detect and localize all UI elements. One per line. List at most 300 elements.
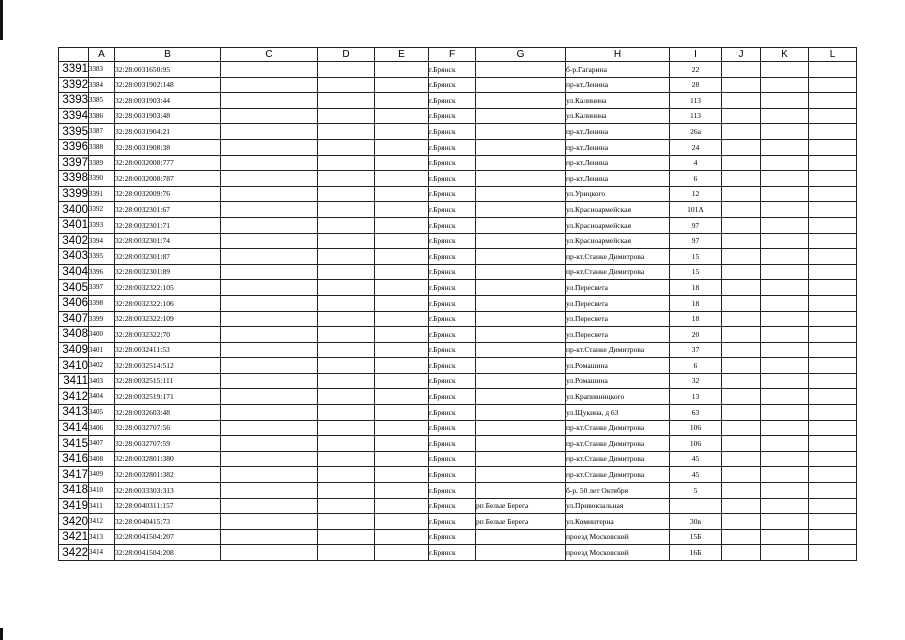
cell-h[interactable]: ул.Пересвета [566, 280, 670, 296]
cell-b[interactable]: 32:28:0032008:787 [115, 171, 221, 187]
cell-j[interactable] [722, 436, 761, 452]
cell-l[interactable] [809, 467, 857, 483]
corner-cell[interactable] [59, 48, 89, 62]
cell-l[interactable] [809, 249, 857, 265]
cell-k[interactable] [761, 389, 809, 405]
cell-g[interactable]: рп Белые Берега [476, 514, 566, 530]
cell-c[interactable] [221, 124, 318, 140]
cell-l[interactable] [809, 77, 857, 93]
cell-j[interactable] [722, 264, 761, 280]
cell-j[interactable] [722, 389, 761, 405]
row-number[interactable]: 3413 [59, 405, 89, 421]
cell-l[interactable] [809, 358, 857, 374]
cell-h[interactable]: ул.Привокзальная [566, 498, 670, 514]
cell-h[interactable]: пр-кт.Станке Димитрова [566, 451, 670, 467]
cell-l[interactable] [809, 139, 857, 155]
cell-h[interactable]: пр-кт.Станке Димитрова [566, 467, 670, 483]
cell-k[interactable] [761, 264, 809, 280]
cell-g[interactable] [476, 108, 566, 124]
cell-l[interactable] [809, 264, 857, 280]
cell-l[interactable] [809, 171, 857, 187]
row-number[interactable]: 3409 [59, 342, 89, 358]
cell-l[interactable] [809, 93, 857, 109]
cell-f[interactable]: г.Брянск [429, 280, 476, 296]
cell-j[interactable] [722, 139, 761, 155]
cell-i[interactable]: 22 [670, 62, 722, 78]
cell-d[interactable] [318, 405, 375, 421]
cell-c[interactable] [221, 498, 318, 514]
cell-d[interactable] [318, 93, 375, 109]
cell-h[interactable]: ул.Пересвета [566, 327, 670, 343]
cell-k[interactable] [761, 77, 809, 93]
cell-h[interactable]: ул.Калинина [566, 108, 670, 124]
cell-j[interactable] [722, 108, 761, 124]
cell-l[interactable] [809, 498, 857, 514]
cell-g[interactable] [476, 295, 566, 311]
cell-k[interactable] [761, 202, 809, 218]
cell-h[interactable]: пр-кт.Ленина [566, 171, 670, 187]
cell-b[interactable]: 32:28:0040311:157 [115, 498, 221, 514]
cell-g[interactable] [476, 358, 566, 374]
row-number[interactable]: 3416 [59, 451, 89, 467]
cell-g[interactable] [476, 233, 566, 249]
cell-e[interactable] [375, 124, 429, 140]
row-number[interactable]: 3418 [59, 483, 89, 499]
cell-k[interactable] [761, 62, 809, 78]
cell-b[interactable]: 32:28:0032801:380 [115, 451, 221, 467]
cell-i[interactable]: 18 [670, 280, 722, 296]
cell-j[interactable] [722, 186, 761, 202]
cell-i[interactable]: 113 [670, 93, 722, 109]
cell-g[interactable]: рп Белые Берега [476, 498, 566, 514]
cell-i[interactable]: 37 [670, 342, 722, 358]
row-number[interactable]: 3400 [59, 202, 89, 218]
cell-c[interactable] [221, 264, 318, 280]
row-number[interactable]: 3392 [59, 77, 89, 93]
cell-b[interactable]: 32:28:0041504:208 [115, 545, 221, 561]
cell-d[interactable] [318, 436, 375, 452]
cell-e[interactable] [375, 171, 429, 187]
cell-d[interactable] [318, 451, 375, 467]
cell-d[interactable] [318, 108, 375, 124]
cell-j[interactable] [722, 342, 761, 358]
cell-e[interactable] [375, 108, 429, 124]
cell-k[interactable] [761, 405, 809, 421]
cell-a[interactable]: 3385 [89, 93, 115, 109]
cell-g[interactable] [476, 249, 566, 265]
cell-d[interactable] [318, 529, 375, 545]
cell-e[interactable] [375, 77, 429, 93]
cell-a[interactable]: 3404 [89, 389, 115, 405]
cell-j[interactable] [722, 311, 761, 327]
cell-d[interactable] [318, 373, 375, 389]
cell-c[interactable] [221, 217, 318, 233]
row-number[interactable]: 3405 [59, 280, 89, 296]
cell-b[interactable]: 32:28:0032801:382 [115, 467, 221, 483]
cell-j[interactable] [722, 451, 761, 467]
cell-d[interactable] [318, 483, 375, 499]
cell-l[interactable] [809, 155, 857, 171]
cell-d[interactable] [318, 249, 375, 265]
cell-d[interactable] [318, 327, 375, 343]
cell-c[interactable] [221, 62, 318, 78]
cell-i[interactable]: 113 [670, 108, 722, 124]
cell-c[interactable] [221, 467, 318, 483]
cell-i[interactable]: 28 [670, 77, 722, 93]
cell-l[interactable] [809, 436, 857, 452]
cell-b[interactable]: 32:28:0032322:106 [115, 295, 221, 311]
cell-e[interactable] [375, 264, 429, 280]
cell-e[interactable] [375, 498, 429, 514]
cell-a[interactable]: 3397 [89, 280, 115, 296]
row-number[interactable]: 3395 [59, 124, 89, 140]
row-number[interactable]: 3407 [59, 311, 89, 327]
cell-f[interactable]: г.Брянск [429, 233, 476, 249]
cell-a[interactable]: 3408 [89, 451, 115, 467]
row-number[interactable]: 3398 [59, 171, 89, 187]
row-number[interactable]: 3397 [59, 155, 89, 171]
cell-h[interactable]: пр-кт.Ленина [566, 139, 670, 155]
cell-b[interactable]: 32:28:0031902:148 [115, 77, 221, 93]
cell-g[interactable] [476, 373, 566, 389]
cell-g[interactable] [476, 311, 566, 327]
cell-i[interactable]: 32 [670, 373, 722, 389]
cell-j[interactable] [722, 467, 761, 483]
cell-k[interactable] [761, 373, 809, 389]
cell-f[interactable]: г.Брянск [429, 124, 476, 140]
cell-j[interactable] [722, 295, 761, 311]
cell-a[interactable]: 3410 [89, 483, 115, 499]
cell-f[interactable]: г.Брянск [429, 171, 476, 187]
cell-b[interactable]: 32:28:0032519:171 [115, 389, 221, 405]
cell-c[interactable] [221, 155, 318, 171]
cell-d[interactable] [318, 62, 375, 78]
cell-a[interactable]: 3406 [89, 420, 115, 436]
cell-e[interactable] [375, 311, 429, 327]
row-number[interactable]: 3420 [59, 514, 89, 530]
cell-a[interactable]: 3392 [89, 202, 115, 218]
cell-f[interactable]: г.Брянск [429, 93, 476, 109]
cell-c[interactable] [221, 483, 318, 499]
cell-g[interactable] [476, 171, 566, 187]
cell-b[interactable]: 32:28:0031903:48 [115, 108, 221, 124]
cell-f[interactable]: г.Брянск [429, 139, 476, 155]
cell-e[interactable] [375, 529, 429, 545]
cell-j[interactable] [722, 124, 761, 140]
row-number[interactable]: 3401 [59, 217, 89, 233]
cell-h[interactable]: ул.Калинина [566, 93, 670, 109]
cell-e[interactable] [375, 483, 429, 499]
row-number[interactable]: 3417 [59, 467, 89, 483]
row-number[interactable]: 3421 [59, 529, 89, 545]
cell-f[interactable]: г.Брянск [429, 108, 476, 124]
cell-b[interactable]: 32:28:0032301:74 [115, 233, 221, 249]
cell-e[interactable] [375, 139, 429, 155]
cell-d[interactable] [318, 202, 375, 218]
cell-g[interactable] [476, 327, 566, 343]
cell-i[interactable]: 12 [670, 186, 722, 202]
cell-e[interactable] [375, 295, 429, 311]
cell-c[interactable] [221, 186, 318, 202]
cell-i[interactable]: 13 [670, 389, 722, 405]
cell-l[interactable] [809, 327, 857, 343]
cell-a[interactable]: 3389 [89, 155, 115, 171]
cell-h[interactable]: ул.Красноармейская [566, 217, 670, 233]
cell-h[interactable]: ул.Урицкого [566, 186, 670, 202]
cell-a[interactable]: 3383 [89, 62, 115, 78]
cell-f[interactable]: г.Брянск [429, 62, 476, 78]
cell-a[interactable]: 3413 [89, 529, 115, 545]
cell-h[interactable]: пр-кт.Ленина [566, 77, 670, 93]
cell-k[interactable] [761, 514, 809, 530]
row-number[interactable]: 3415 [59, 436, 89, 452]
cell-b[interactable]: 32:28:0032707:56 [115, 420, 221, 436]
cell-j[interactable] [722, 202, 761, 218]
cell-g[interactable] [476, 264, 566, 280]
cell-b[interactable]: 32:28:0032301:89 [115, 264, 221, 280]
cell-j[interactable] [722, 155, 761, 171]
cell-e[interactable] [375, 217, 429, 233]
cell-a[interactable]: 3403 [89, 373, 115, 389]
cell-i[interactable] [670, 498, 722, 514]
cell-h[interactable]: пр-кт.Станке Димитрова [566, 249, 670, 265]
cell-d[interactable] [318, 124, 375, 140]
cell-k[interactable] [761, 217, 809, 233]
cell-j[interactable] [722, 93, 761, 109]
cell-d[interactable] [318, 420, 375, 436]
cell-c[interactable] [221, 436, 318, 452]
cell-b[interactable]: 32:28:0031904:21 [115, 124, 221, 140]
cell-b[interactable]: 32:28:0032322:70 [115, 327, 221, 343]
cell-b[interactable]: 32:28:0032603:48 [115, 405, 221, 421]
cell-j[interactable] [722, 327, 761, 343]
cell-k[interactable] [761, 436, 809, 452]
cell-j[interactable] [722, 498, 761, 514]
cell-f[interactable]: г.Брянск [429, 498, 476, 514]
cell-c[interactable] [221, 327, 318, 343]
cell-b[interactable]: 32:28:0032301:67 [115, 202, 221, 218]
cell-f[interactable]: г.Брянск [429, 483, 476, 499]
cell-e[interactable] [375, 342, 429, 358]
column-header-f[interactable]: F [429, 48, 476, 62]
cell-d[interactable] [318, 77, 375, 93]
cell-d[interactable] [318, 139, 375, 155]
cell-a[interactable]: 3388 [89, 139, 115, 155]
cell-a[interactable]: 3387 [89, 124, 115, 140]
cell-h[interactable]: ул.Ромашина [566, 373, 670, 389]
cell-f[interactable]: г.Брянск [429, 264, 476, 280]
cell-h[interactable]: пр-кт.Станке Димитрова [566, 436, 670, 452]
cell-b[interactable]: 32:28:0032301:87 [115, 249, 221, 265]
cell-e[interactable] [375, 436, 429, 452]
cell-i[interactable]: 30в [670, 514, 722, 530]
cell-a[interactable]: 3384 [89, 77, 115, 93]
cell-a[interactable]: 3398 [89, 295, 115, 311]
cell-l[interactable] [809, 514, 857, 530]
cell-e[interactable] [375, 373, 429, 389]
cell-j[interactable] [722, 62, 761, 78]
cell-e[interactable] [375, 327, 429, 343]
cell-b[interactable]: 32:28:0032322:109 [115, 311, 221, 327]
cell-l[interactable] [809, 311, 857, 327]
cell-c[interactable] [221, 451, 318, 467]
cell-j[interactable] [722, 529, 761, 545]
cell-d[interactable] [318, 514, 375, 530]
cell-g[interactable] [476, 529, 566, 545]
cell-k[interactable] [761, 139, 809, 155]
cell-f[interactable]: г.Брянск [429, 217, 476, 233]
cell-e[interactable] [375, 467, 429, 483]
cell-c[interactable] [221, 295, 318, 311]
column-header-e[interactable]: E [375, 48, 429, 62]
cell-c[interactable] [221, 389, 318, 405]
cell-c[interactable] [221, 233, 318, 249]
cell-k[interactable] [761, 483, 809, 499]
cell-b[interactable]: 32:28:0033303:313 [115, 483, 221, 499]
cell-c[interactable] [221, 108, 318, 124]
cell-h[interactable]: пр-кт.Станке Димитрова [566, 342, 670, 358]
cell-h[interactable]: б-р. 50 лет Октября [566, 483, 670, 499]
cell-k[interactable] [761, 529, 809, 545]
cell-i[interactable]: 63 [670, 405, 722, 421]
cell-c[interactable] [221, 93, 318, 109]
cell-c[interactable] [221, 342, 318, 358]
cell-e[interactable] [375, 249, 429, 265]
cell-g[interactable] [476, 62, 566, 78]
cell-d[interactable] [318, 280, 375, 296]
cell-f[interactable]: г.Брянск [429, 186, 476, 202]
cell-h[interactable]: ул.Коминтерна [566, 514, 670, 530]
cell-d[interactable] [318, 155, 375, 171]
cell-e[interactable] [375, 545, 429, 561]
cell-l[interactable] [809, 233, 857, 249]
cell-a[interactable]: 3399 [89, 311, 115, 327]
cell-l[interactable] [809, 124, 857, 140]
cell-h[interactable]: ул.Ромашина [566, 358, 670, 374]
column-header-g[interactable]: G [476, 48, 566, 62]
cell-i[interactable]: 97 [670, 217, 722, 233]
cell-g[interactable] [476, 124, 566, 140]
cell-e[interactable] [375, 202, 429, 218]
cell-l[interactable] [809, 483, 857, 499]
cell-h[interactable]: пр-кт.Ленина [566, 124, 670, 140]
cell-f[interactable]: г.Брянск [429, 155, 476, 171]
cell-f[interactable]: г.Брянск [429, 342, 476, 358]
cell-a[interactable]: 3402 [89, 358, 115, 374]
cell-f[interactable]: г.Брянск [429, 389, 476, 405]
row-number[interactable]: 3403 [59, 249, 89, 265]
cell-k[interactable] [761, 467, 809, 483]
cell-l[interactable] [809, 295, 857, 311]
cell-a[interactable]: 3409 [89, 467, 115, 483]
cell-d[interactable] [318, 295, 375, 311]
cell-c[interactable] [221, 171, 318, 187]
cell-f[interactable]: г.Брянск [429, 311, 476, 327]
cell-e[interactable] [375, 93, 429, 109]
cell-f[interactable]: г.Брянск [429, 358, 476, 374]
cell-e[interactable] [375, 420, 429, 436]
row-number[interactable]: 3396 [59, 139, 89, 155]
cell-f[interactable]: г.Брянск [429, 405, 476, 421]
cell-f[interactable]: г.Брянск [429, 545, 476, 561]
cell-i[interactable]: 45 [670, 451, 722, 467]
cell-f[interactable]: г.Брянск [429, 436, 476, 452]
cell-d[interactable] [318, 358, 375, 374]
cell-i[interactable]: 6 [670, 171, 722, 187]
cell-k[interactable] [761, 327, 809, 343]
cell-e[interactable] [375, 389, 429, 405]
cell-a[interactable]: 3407 [89, 436, 115, 452]
cell-e[interactable] [375, 233, 429, 249]
cell-b[interactable]: 32:28:0041504:207 [115, 529, 221, 545]
cell-k[interactable] [761, 342, 809, 358]
cell-l[interactable] [809, 420, 857, 436]
cell-c[interactable] [221, 249, 318, 265]
cell-h[interactable]: ул.Щукина, д 63 [566, 405, 670, 421]
cell-a[interactable]: 3394 [89, 233, 115, 249]
cell-d[interactable] [318, 467, 375, 483]
cell-a[interactable]: 3395 [89, 249, 115, 265]
cell-g[interactable] [476, 545, 566, 561]
cell-c[interactable] [221, 514, 318, 530]
cell-k[interactable] [761, 420, 809, 436]
cell-i[interactable]: 106 [670, 420, 722, 436]
row-number[interactable]: 3393 [59, 93, 89, 109]
cell-k[interactable] [761, 171, 809, 187]
cell-k[interactable] [761, 280, 809, 296]
cell-i[interactable]: 24 [670, 139, 722, 155]
row-number[interactable]: 3399 [59, 186, 89, 202]
cell-l[interactable] [809, 217, 857, 233]
cell-a[interactable]: 3412 [89, 514, 115, 530]
cell-h[interactable]: ул.Крапивницкого [566, 389, 670, 405]
column-header-d[interactable]: D [318, 48, 375, 62]
cell-k[interactable] [761, 545, 809, 561]
cell-k[interactable] [761, 155, 809, 171]
cell-i[interactable]: 97 [670, 233, 722, 249]
row-number[interactable]: 3412 [59, 389, 89, 405]
cell-b[interactable]: 32:28:0032411:53 [115, 342, 221, 358]
row-number[interactable]: 3406 [59, 295, 89, 311]
cell-a[interactable]: 3400 [89, 327, 115, 343]
cell-j[interactable] [722, 420, 761, 436]
cell-i[interactable]: 18 [670, 311, 722, 327]
row-number[interactable]: 3414 [59, 420, 89, 436]
cell-g[interactable] [476, 420, 566, 436]
cell-l[interactable] [809, 342, 857, 358]
cell-f[interactable]: г.Брянск [429, 373, 476, 389]
cell-b[interactable]: 32:28:0031903:44 [115, 93, 221, 109]
column-header-b[interactable]: B [115, 48, 221, 62]
cell-f[interactable]: г.Брянск [429, 529, 476, 545]
cell-j[interactable] [722, 171, 761, 187]
cell-f[interactable]: г.Брянск [429, 514, 476, 530]
cell-j[interactable] [722, 280, 761, 296]
cell-g[interactable] [476, 436, 566, 452]
cell-l[interactable] [809, 545, 857, 561]
cell-f[interactable]: г.Брянск [429, 295, 476, 311]
cell-g[interactable] [476, 405, 566, 421]
cell-h[interactable]: проезд Московский [566, 529, 670, 545]
cell-b[interactable]: 32:28:0032707:59 [115, 436, 221, 452]
cell-h[interactable]: ул.Пересвета [566, 311, 670, 327]
cell-c[interactable] [221, 529, 318, 545]
cell-d[interactable] [318, 264, 375, 280]
cell-g[interactable] [476, 451, 566, 467]
row-number[interactable]: 3411 [59, 373, 89, 389]
cell-c[interactable] [221, 373, 318, 389]
cell-j[interactable] [722, 373, 761, 389]
